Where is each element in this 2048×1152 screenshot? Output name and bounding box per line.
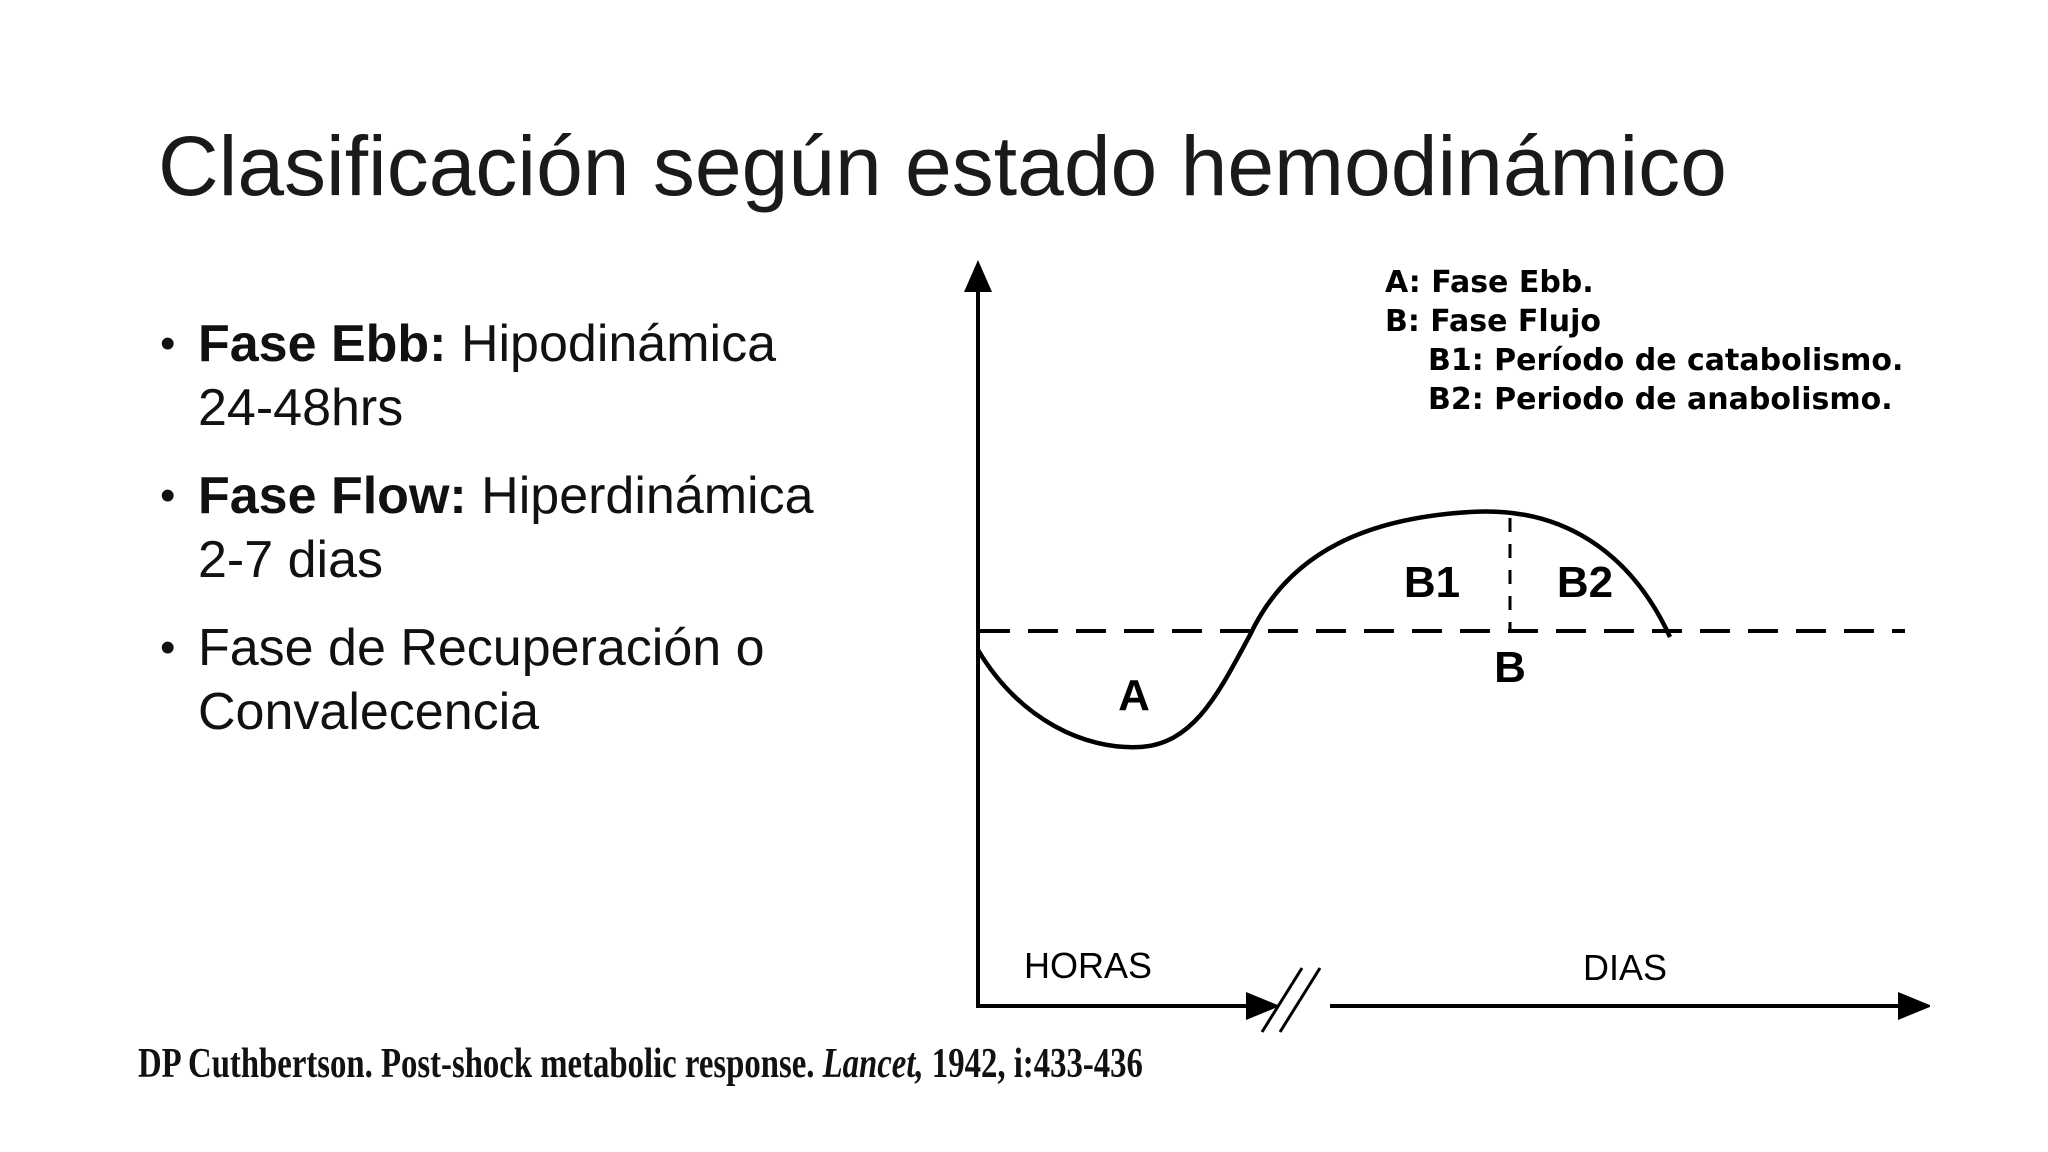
bullet-dot: • xyxy=(160,319,176,368)
bullet-text: Fase de Recuperación o xyxy=(198,619,765,677)
x-axis-label-days: DIAS xyxy=(1582,947,1668,988)
bullet-bold: Fase Ebb: xyxy=(198,315,447,373)
label-b1: B1 xyxy=(1403,558,1461,607)
bullet-item xyxy=(160,464,860,592)
citation-details: 1942, i:433-436 xyxy=(923,1041,1143,1087)
x-axis-hours-arrowhead xyxy=(1246,992,1280,1020)
bullet-item xyxy=(160,312,860,440)
axis-break-mark xyxy=(1280,968,1320,1032)
metabolic-response-diagram xyxy=(950,250,1930,1040)
legend-item-b: B: Fase Flujo xyxy=(1385,304,1601,339)
bullet-line2: 24-48hrs xyxy=(198,379,404,437)
legend-item-b2: B2: Periodo de anabolismo. xyxy=(1428,382,1893,417)
bullet-item xyxy=(160,616,860,744)
citation-text: DP Cuthbertson. Post-shock metabolic response. xyxy=(138,1041,823,1087)
bullet-text: Hipodinámica xyxy=(446,315,776,373)
bullet-text: Hiperdinámica xyxy=(466,467,814,525)
bullet-bold: Fase Flow: xyxy=(198,467,467,525)
bullet-line2: 2-7 dias xyxy=(198,531,383,589)
legend-item-b1: B1: Período de catabolismo. xyxy=(1428,343,1904,378)
bullet-list xyxy=(160,312,860,768)
bullet-dot: • xyxy=(160,623,176,672)
label-a: A xyxy=(1118,671,1150,720)
slide-title: Clasificación según estado hemodinámico xyxy=(158,119,1727,213)
x-axis-days-arrowhead xyxy=(1898,992,1930,1020)
label-b: B xyxy=(1494,643,1526,692)
x-axis-label-hours: HORAS xyxy=(1023,945,1153,986)
legend-item-a: A: Fase Ebb. xyxy=(1385,265,1594,300)
label-b2: B2 xyxy=(1556,558,1614,607)
y-axis-arrowhead xyxy=(964,260,992,292)
diagram-legend xyxy=(1385,265,1903,417)
citation xyxy=(138,1040,1143,1088)
bullet-line2: Convalecencia xyxy=(198,683,540,741)
bullet-dot: • xyxy=(160,471,176,520)
axis-break-mark xyxy=(1262,968,1302,1032)
citation-journal: Lancet, xyxy=(822,1041,924,1087)
